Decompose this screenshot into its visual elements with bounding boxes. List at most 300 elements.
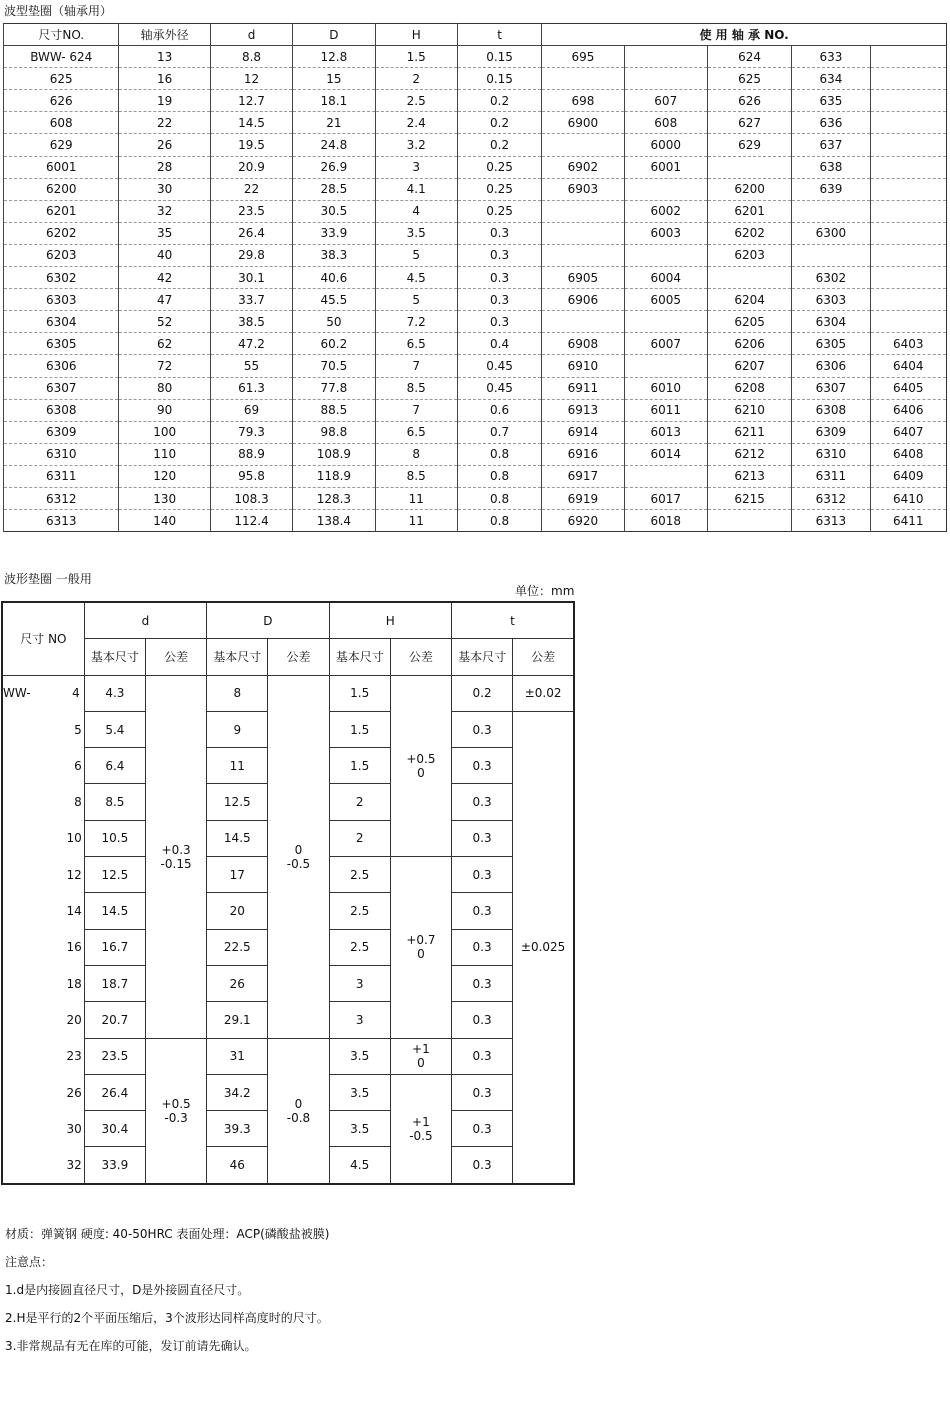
table1-cell: 6304 [4,311,119,333]
table1-cell: 6409 [870,465,946,487]
size-cell: 30 [2,1111,84,1147]
table1-cell [624,311,707,333]
table1-cell: 6203 [707,244,791,266]
table1-cell: 128.3 [293,487,375,509]
table1-cell: 6308 [792,399,870,421]
size-cell: 23 [2,1038,84,1074]
table1-cell: 6206 [707,333,791,355]
table-row [4,443,947,465]
basic-size-cell: 46 [207,1147,268,1184]
table1-cell: 6001 [624,156,707,178]
table1-cell: 6406 [870,399,946,421]
basic-size-cell: 1.5 [329,711,390,747]
table1-cell: 6902 [542,156,624,178]
table1-cell: 0.2 [457,134,541,156]
table1-cell: 6311 [792,465,870,487]
table1-cell: 72 [119,355,210,377]
table1-cell: 6914 [542,421,624,443]
table1-cell: 6302 [792,267,870,289]
size-prefix: WW- [3,686,31,701]
table1-cell [707,510,791,532]
table1-cell: 0.25 [457,178,541,200]
table1-cell: 70.5 [293,355,375,377]
basic-size-cell: 2 [329,784,390,820]
basic-size-cell: 1.5 [329,748,390,784]
note-heading: 注意点： [5,1255,54,1269]
table1-cell: 22 [210,178,292,200]
table-row [4,200,947,222]
table1-cell: 0.3 [457,244,541,266]
table1-cell: 138.4 [293,510,375,532]
table1-cell: 60.2 [293,333,375,355]
table1-cell: 627 [707,112,791,134]
basic-size-cell: 6.4 [84,748,145,784]
size-cell: 10 [2,820,84,856]
basic-size-cell: 0.3 [452,929,513,965]
table1-cell: 8.8 [210,46,292,68]
basic-size-cell: 3 [329,1002,390,1038]
table1-cell: 6205 [707,311,791,333]
size-cell: 8 [2,784,84,820]
table1-cell: 6007 [624,333,707,355]
table1-cell: 0.3 [457,267,541,289]
table1-cell: 0.4 [457,333,541,355]
table-row [4,421,947,443]
table1-cell [870,267,946,289]
table1-cell [542,200,624,222]
basic-size-header: 基本尺寸 [452,639,513,675]
table1-cell: 698 [542,90,624,112]
table1-cell: 28.5 [293,178,375,200]
table-row [4,465,947,487]
table1-cell: 0.6 [457,399,541,421]
basic-size-cell: 4.5 [329,1147,390,1184]
table2-header-row [2,602,574,639]
table1-cell: BWW- 624 [4,46,119,68]
basic-size-cell: 9 [207,711,268,747]
basic-size-cell: 11 [207,748,268,784]
table1-cell: 6913 [542,399,624,421]
basic-size-cell: 0.3 [452,1074,513,1110]
table1-cell: 6903 [542,178,624,200]
basic-size-header: 基本尺寸 [329,639,390,675]
size-cell: 18 [2,965,84,1001]
basic-size-cell: 20.7 [84,1002,145,1038]
note-2: 2.H是平行的2个平面压缩后，3个波形达同样高度时的尺寸。 [5,1311,329,1325]
table1-cell: 22 [119,112,210,134]
table1-cell: 0.8 [457,510,541,532]
table1-cell: 6407 [870,421,946,443]
tolerance-header: 公差 [145,639,206,675]
note-1: 1.d是内接圆直径尺寸，D是外接圆直径尺寸。 [5,1283,250,1297]
table1-cell: 6403 [870,333,946,355]
table-row [4,222,947,244]
table1-cell: 0.45 [457,355,541,377]
table1-cell: 16 [119,68,210,90]
bearing-washer-table [3,23,947,532]
unit-label: 单位：mm [515,584,575,598]
table1-cell: 30 [119,178,210,200]
table1-cell: 6201 [4,200,119,222]
basic-size-cell: 39.3 [207,1111,268,1147]
table1-cell: 6906 [542,289,624,311]
table1-cell: 634 [792,68,870,90]
table1-cell: 6310 [4,443,119,465]
table1-cell: 6308 [4,399,119,421]
size-cell [2,675,84,711]
basic-size-cell: 0.3 [452,1002,513,1038]
table1-cell: 0.3 [457,222,541,244]
table1-cell: 100 [119,421,210,443]
table1-cell: 6.5 [375,333,457,355]
table1-cell: 118.9 [293,465,375,487]
basic-size-cell: 3.5 [329,1074,390,1110]
table1-cell: 30.1 [210,267,292,289]
table1-cell: 7 [375,399,457,421]
table1-cell [870,68,946,90]
table1-cell: 6013 [624,421,707,443]
note-material: 材质：弹簧钢 硬度: 40-50HRC 表面处理：ACP(磷酸盐被膜) [5,1227,330,1241]
basic-size-cell: 0.3 [452,748,513,784]
table-row [4,289,947,311]
table1-cell: 6202 [707,222,791,244]
table1-cell: 6410 [870,487,946,509]
table1-cell: 6404 [870,355,946,377]
table1-cell: 38.3 [293,244,375,266]
basic-size-cell: 26.4 [84,1074,145,1110]
table1-cell: 11 [375,487,457,509]
table1-cell: 6200 [707,178,791,200]
basic-size-cell: 3.5 [329,1038,390,1074]
tolerance-header: 公差 [390,639,451,675]
table1-cell [870,112,946,134]
table-row [4,156,947,178]
table1-cell: 635 [792,90,870,112]
table1-cell: 130 [119,487,210,509]
table1-cell: 12 [210,68,292,90]
table1-cell: 629 [707,134,791,156]
table1-cell: 42 [119,267,210,289]
table1-cell: 88.9 [210,443,292,465]
table1-cell: 6000 [624,134,707,156]
table1-cell: 12.7 [210,90,292,112]
table1-cell: 6207 [707,355,791,377]
table1-cell: 0.7 [457,421,541,443]
table1-cell [542,134,624,156]
table1-cell: 6004 [624,267,707,289]
table1-cell: 6014 [624,443,707,465]
table1-cell [624,244,707,266]
basic-size-cell: 29.1 [207,1002,268,1038]
table1-cell: 5 [375,244,457,266]
table-row [2,1038,574,1074]
basic-size-cell: 2.5 [329,929,390,965]
table1-cell: 15 [293,68,375,90]
table1-cell: 6003 [624,222,707,244]
basic-size-cell: 0.2 [452,675,513,711]
table1-cell: 0.2 [457,112,541,134]
table1-cell: 6920 [542,510,624,532]
basic-size-cell: 22.5 [207,929,268,965]
basic-size-cell: 0.3 [452,784,513,820]
basic-size-cell: 0.3 [452,893,513,929]
table-row [4,399,947,421]
table1-cell: 6916 [542,443,624,465]
table1-cell: 6204 [707,289,791,311]
table-row [4,134,947,156]
table1-cell: 6312 [4,487,119,509]
table1-cell: 6.5 [375,421,457,443]
table1-cell: 12.8 [293,46,375,68]
table1-cell: 5 [375,289,457,311]
tolerance-cell: 0 -0.8 [268,1038,329,1184]
tolerance-cell: +0.5 0 [390,675,451,856]
table1-cell: 6310 [792,443,870,465]
table1-cell [707,267,791,289]
basic-size-cell: 2.5 [329,857,390,893]
table1-cell: 6309 [792,421,870,443]
table1-cell: 6306 [792,355,870,377]
table2-title: 波形垫圈 一般用 [4,572,92,586]
table1-cell [624,68,707,90]
size-cell: 5 [2,711,84,747]
table1-cell [542,244,624,266]
table1-cell [870,46,946,68]
table1-cell: 607 [624,90,707,112]
basic-size-cell: 12.5 [84,857,145,893]
size-cell: 20 [2,1002,84,1038]
table1-cell [792,200,870,222]
table1-cell: 6001 [4,156,119,178]
table1-cell: 40.6 [293,267,375,289]
table-row [4,311,947,333]
basic-size-cell: 0.3 [452,1038,513,1074]
basic-size-cell: 0.3 [452,820,513,856]
tolerance-cell: ±0.02 [513,675,574,711]
basic-size-cell: 0.3 [452,965,513,1001]
table1-cell: 6202 [4,222,119,244]
basic-size-cell: 3 [329,965,390,1001]
table1-cell: 6307 [4,377,119,399]
table1-cell: 639 [792,178,870,200]
tolerance-cell: +0.5 -0.3 [145,1038,206,1184]
table1-cell: 8.5 [375,465,457,487]
table1-cell: 638 [792,156,870,178]
table1-cell: 0.8 [457,487,541,509]
table1-cell: 80 [119,377,210,399]
table-row [4,267,947,289]
table1-cell: 38.5 [210,311,292,333]
table1-header-cell: H [375,24,457,46]
basic-size-cell: 14.5 [84,893,145,929]
group-header: t [452,602,575,639]
table1-cell: 6303 [4,289,119,311]
table1-cell: 6200 [4,178,119,200]
table1-cell: 19 [119,90,210,112]
table1-cell [707,156,791,178]
table-row [4,510,947,532]
table1-cell: 6011 [624,399,707,421]
table-row [4,112,947,134]
table1-cell: 6203 [4,244,119,266]
table1-cell: 626 [4,90,119,112]
size-cell: 26 [2,1074,84,1110]
basic-size-cell: 30.4 [84,1111,145,1147]
size-number: 4 [72,686,80,701]
table1-cell: 6010 [624,377,707,399]
tolerance-header: 公差 [513,639,574,675]
table1-cell: 28 [119,156,210,178]
table1-cell: 61.3 [210,377,292,399]
table1-cell: 7.2 [375,311,457,333]
table1-cell: 108.9 [293,443,375,465]
table1-cell: 6411 [870,510,946,532]
table1-cell: 6900 [542,112,624,134]
table1-cell [542,68,624,90]
table1-cell: 6201 [707,200,791,222]
table1-cell [870,200,946,222]
basic-size-cell: 2.5 [329,893,390,929]
table1-cell: 120 [119,465,210,487]
group-header: d [84,602,206,639]
table1-cell: 108.3 [210,487,292,509]
table1-cell: 98.8 [293,421,375,443]
table1-cell [624,178,707,200]
notes [5,1220,329,1360]
table1-cell: 6208 [707,377,791,399]
table1-cell: 47 [119,289,210,311]
table1-cell: 0.3 [457,311,541,333]
basic-size-header: 基本尺寸 [84,639,145,675]
table1-cell: 6212 [707,443,791,465]
table1-cell: 110 [119,443,210,465]
table-row [4,46,947,68]
table1-cell: 629 [4,134,119,156]
table1-cell: 6905 [542,267,624,289]
table1-cell: 55 [210,355,292,377]
table1-cell [624,46,707,68]
basic-size-cell: 16.7 [84,929,145,965]
table1-cell: 14.5 [210,112,292,134]
table1-cell: 0.2 [457,90,541,112]
table1-cell: 695 [542,46,624,68]
table1-cell: 6911 [542,377,624,399]
table1-cell: 6305 [792,333,870,355]
table1-cell: 6313 [792,510,870,532]
table1-cell: 6302 [4,267,119,289]
table1-cell [870,90,946,112]
basic-size-cell: 8.5 [84,784,145,820]
table1-cell [870,289,946,311]
table1-cell: 608 [624,112,707,134]
basic-size-cell: 0.3 [452,711,513,747]
table1-cell: 0.8 [457,465,541,487]
table1-cell: 0.25 [457,200,541,222]
table1-cell: 40 [119,244,210,266]
table1-cell: 33.9 [293,222,375,244]
table1-cell: 6018 [624,510,707,532]
tolerance-cell: 0 -0.5 [268,675,329,1038]
table1-header-cell: 尺寸NO. [4,24,119,46]
table1-cell: 8 [375,443,457,465]
basic-size-cell: 12.5 [207,784,268,820]
size-cell: 14 [2,893,84,929]
table1-cell: 52 [119,311,210,333]
table1-cell [624,355,707,377]
table1-cell: 6408 [870,443,946,465]
table1-cell: 608 [4,112,119,134]
size-cell: 6 [2,748,84,784]
table1-cell: 6908 [542,333,624,355]
table1-cell [542,311,624,333]
table-row [4,178,947,200]
tolerance-cell: ±0.025 [513,711,574,1183]
tolerance-cell: +1 -0.5 [390,1074,451,1183]
table1-cell: 32 [119,200,210,222]
table1-cell: 30.5 [293,200,375,222]
table1-cell: 6002 [624,200,707,222]
table1-cell: 4.5 [375,267,457,289]
tolerance-header: 公差 [268,639,329,675]
basic-size-cell: 5.4 [84,711,145,747]
table1-cell: 4 [375,200,457,222]
table1-header-row [4,24,947,46]
table1-cell: 112.4 [210,510,292,532]
table1-cell: 90 [119,399,210,421]
table1-cell: 7 [375,355,457,377]
table1-cell: 6211 [707,421,791,443]
table1-cell [542,222,624,244]
table1-cell: 26.9 [293,156,375,178]
table1-cell: 23.5 [210,200,292,222]
basic-size-cell: 26 [207,965,268,1001]
table1-cell: 45.5 [293,289,375,311]
table1-cell: 6306 [4,355,119,377]
table1-cell: 6213 [707,465,791,487]
table1-cell: 33.7 [210,289,292,311]
basic-size-cell: 4.3 [84,675,145,711]
basic-size-cell: 8 [207,675,268,711]
table2-subheader-row [2,639,574,675]
basic-size-cell: 34.2 [207,1074,268,1110]
table1-cell: 3 [375,156,457,178]
table1-cell [870,244,946,266]
table1-cell: 0.8 [457,443,541,465]
table1-cell: 50 [293,311,375,333]
table1-cell: 6305 [4,333,119,355]
table1-cell: 1.5 [375,46,457,68]
table1-cell: 6919 [542,487,624,509]
table1-cell: 6210 [707,399,791,421]
table1-cell [870,222,946,244]
table1-cell: 11 [375,510,457,532]
table1-cell: 636 [792,112,870,134]
table1-cell: 2 [375,68,457,90]
table1-cell: 21 [293,112,375,134]
basic-size-cell: 2 [329,820,390,856]
size-header: 尺寸 NO [2,602,84,675]
table1-cell: 626 [707,90,791,112]
basic-size-cell: 20 [207,893,268,929]
table1-cell: 0.25 [457,156,541,178]
general-washer-table [1,601,575,1185]
tolerance-cell: +0.7 0 [390,857,451,1038]
table1-cell: 0.15 [457,68,541,90]
table1-cell: 0.3 [457,289,541,311]
table1-cell: 69 [210,399,292,421]
table1-cell: 6215 [707,487,791,509]
table1-cell: 8.5 [375,377,457,399]
